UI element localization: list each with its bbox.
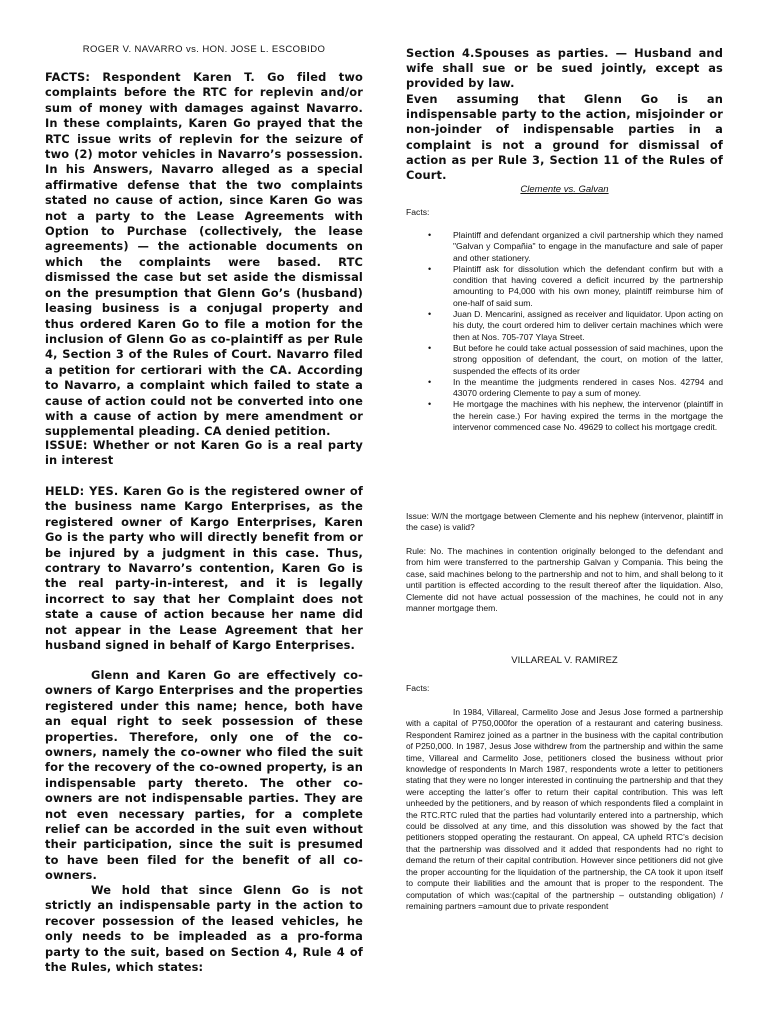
clemente-issue: Issue: W/N the mortgage between Clemente and his nephew (intervenor, plaintiff in the case) is valid? bbox=[406, 511, 723, 533]
villareal-paragraph: In 1984, Villareal, Carmelito Jose and Jesus Jose formed a partnership with a capital of P750,000for the operation of a restaurant and catering business. Respondent Ramirez joined as a partner in the business with the capital contribution of P250,000. In 1987, Jesus Jose withdrew from the partnership and within the same time, Villareal and Carmelito Jose, petitioners closed the business without prior knowledge of respondents In March 1987, respondents wrote a letter to petitioners stating that they were no longer interested in continuing the partnership and that they were accepting the latter’s offer to return their capital contribution. This was left unheeded by the petitioners, and by reason of which respondents filed a complaint in the RTC.RTC ruled that the parties had voluntarily entered into a partnership, which could be dissolved at any time, and this dissolution was showed by the fact that petitioners stopped operating the restaurant. On appeal, CA upheld RTC’s decision that the partnership was dissolved and it added that respondents had no right to demand the return of their capital contribution. However since petitioners did not give the proper accounting for the liquidation of the partnership, the CA took it upon itself to compute their liabilities and the amount that is proper to the respondent. The computation of which was:(capital of the partnership – outstanding obligation) / remaining partners =amount due to private respondent bbox=[406, 707, 723, 911]
facts-paragraph: FACTS: Respondent Karen T. Go filed two complaints before the RTC for replevin and/or sum of money with damages against Navarro. In these complaints, Karen Go prayed that the RTC issue writs of replevin for the seizure of two (2) motor vehicles in Navarro’s possession. In his Answers, Navarro alleged as a special affirmative defense that the two complaints stated no cause of action, since Karen Go was not a party to the Lease Agreements with Option to Purchase (collectively, the lease agreements) — the actionable documents on which the complaints were based. RTC dismissed the case but set aside the dismissal on the presumption that Glenn Go’s (husband) leasing business is a conjugal property and thus ordered Karen Go to file a motion for the inclusion of Glenn Go as co-plaintiff as per Rule 4, Section 3 of the Rules of Court. Navarro filed a petition for certiorari with the CA. According to Navarro, a complaint which failed to state a cause of action could not be converted into one with a cause of action by mere amendment or supplemental pleading. CA denied petition. bbox=[45, 70, 363, 439]
facts-label-villareal: Facts: bbox=[406, 683, 430, 693]
list-item: • Plaintiff ask for dissolution which the defendant confirm but with a condition that having covered a deficit incurred by the partnership amounting to P4,000 with his own money, plaintiff reimburse him of one-half of said sum. bbox=[428, 263, 723, 308]
facts-label: Facts: bbox=[406, 207, 430, 217]
case-title: ROGER V. NAVARRO vs. HON. JOSE L. ESCOBIDO bbox=[82, 44, 326, 55]
even-assuming-paragraph: Even assuming that Glenn Go is an indispensable party to the action, misjoinder or non-joinder of indispensable parties in a complaint is not a ground for dismissal of action as per Rule 3, Section 11 of the Rules of Court. bbox=[406, 92, 723, 183]
issue-paragraph: ISSUE: Whether or not Karen Go is a real party in interest bbox=[45, 438, 363, 468]
held-paragraph: HELD: YES. Karen Go is the registered owner of the business name Kargo Enterprises, as the registered owner of Kargo Enterprises, Karen Go is the party who will directly benefit from or be injured by a judgment in this case. Thus, contrary to Navarro’s contention, Karen Go is the real party-in-interest, and it is legally incorrect to say that her Complaint does not state a cause of action because her name did not appear in the Lease Agreement that her husband signed in behalf of Kargo Enterprises. bbox=[45, 484, 363, 653]
clemente-rule: Rule: No. The machines in contention originally belonged to the defendant and from him were transferred to the partnership Galvan y Compania. This being the case, said machines belong to the partnership and not to him, and shall belong to it until partition is effected according to the result thereof after the liquidation. Also, Clemente did not have actual possession of the machines, he could not in any manner mortgage them. bbox=[406, 546, 723, 614]
list-item: • Juan D. Mencarini, assigned as receiver and liquidator. Upon acting on his duty, the court ordered him to deliver certain machines which were then at Nos. 705-707 Ylaya Street. bbox=[428, 309, 723, 342]
list-item: • He mortgage the machines with his nephew, the intervenor (plaintiff in the herein case.) For having expired the terms in the mortgage the intervenor commenced case No. 49629 to collect his mortgage credit. bbox=[428, 399, 723, 433]
holding-paragraph: We hold that since Glenn Go is not strictly an indispensable party in the action to recover possession of the leased vehicles, he only needs to be impleaded as a pro-forma party to the suit, based on Section 4, Rule 4 of the Rules, which states: bbox=[45, 883, 363, 975]
list-item: • But before he could take actual possession of said machines, upon the strong opposition of defendant, the court, on motion of the latter, suspended the effects of its order bbox=[428, 342, 723, 376]
list-item: • In the meantime the judgments rendered in cases Nos. 42794 and 43070 ordering Clemente to pay a sum of money. bbox=[428, 376, 723, 399]
co-owners-paragraph: Glenn and Karen Go are effectively co-owners of Kargo Enterprises and the properties registered under this name; hence, both have an equal right to seek possession of these properties. Therefore, only one of the co-owners, namely the co-owner who filed the suit for the recovery of the co-owned property, is an indispensable party thereto. The other co-owners are not indispensable parties. They are not even necessary parties, for a complete relief can be accorded in the suit even without their participation, since the suit is presumed to have been filed for the benefit of all co-owners. bbox=[45, 668, 363, 883]
list-item: • Plaintiff and defendant organized a civil partnership which they named "Galvan y Compañia" to engage in the manufacture and sale of paper and other stationery. bbox=[428, 230, 723, 263]
clemente-title: Clemente vs. Galvan bbox=[520, 184, 609, 195]
villareal-title: VILLAREAL V. RAMIREZ bbox=[511, 655, 618, 666]
section4-paragraph: Section 4.Spouses as parties. — Husband and wife shall sue or be sued jointly, except as provided by law. bbox=[406, 46, 723, 91]
